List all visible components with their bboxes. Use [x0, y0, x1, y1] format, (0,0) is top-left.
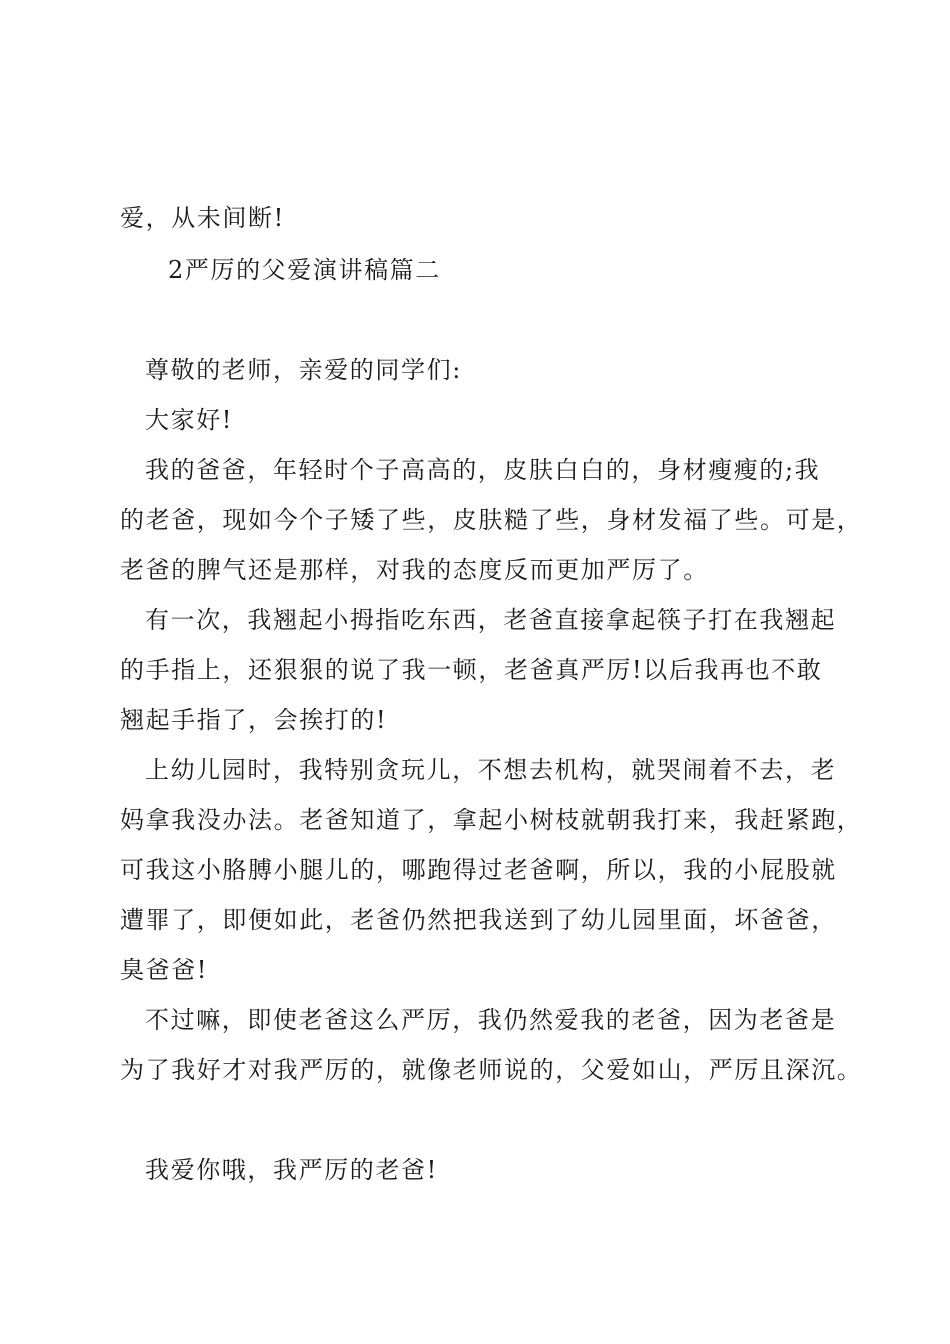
paragraph-3-line-3: 可我这小胳膊小腿儿的，哪跑得过老爸啊，所以，我的小屁股就 — [120, 856, 837, 884]
paragraph-3-line-4: 遭罪了，即便如此，老爸仍然把我送到了幼儿园里面，坏爸爸， — [120, 906, 837, 934]
paragraph-4-line-2: 为了我好才对我严厉的，就像老师说的，父爱如山，严厉且深沉。 — [120, 1056, 863, 1084]
salutation: 尊敬的老师，亲爱的同学们: — [145, 356, 462, 384]
paragraph-2-line-1: 有一次，我翘起小拇指吃东西，老爸直接拿起筷子打在我翘起 — [145, 606, 837, 634]
paragraph-4-line-1: 不过嘛，即使老爸这么严厉，我仍然爱我的老爸，因为老爸是 — [145, 1006, 837, 1034]
paragraph-1-line-1: 我的爸爸，年轻时个子高高的，皮肤白白的，身材瘦瘦的;我 — [145, 456, 821, 484]
text-line-closing-prev: 爱，从未间断! — [120, 204, 285, 232]
greeting: 大家好! — [145, 406, 234, 434]
paragraph-1-line-3: 老爸的脾气还是那样，对我的态度反而更加严厉了。 — [120, 556, 709, 584]
paragraph-2-line-2: 的手指上，还狠狠的说了我一顿，老爸真严厉!以后我再也不敢 — [120, 656, 823, 684]
paragraph-3-line-2: 妈拿我没办法。老爸知道了，拿起小树枝就朝我打来，我赶紧跑， — [120, 806, 863, 834]
paragraph-3-line-5: 臭爸爸! — [120, 956, 209, 984]
paragraph-3-line-1: 上幼儿园时，我特别贪玩儿，不想去机构，就哭闹着不去，老 — [145, 756, 837, 784]
section-title: 2严厉的父爱演讲稿篇二 — [168, 256, 441, 284]
paragraph-1-line-2: 的老爸，现如今个子矮了些，皮肤糙了些，身材发福了些。可是， — [120, 506, 863, 534]
closing-line: 我爱你哦，我严厉的老爸! — [145, 1156, 438, 1184]
paragraph-2-line-3: 翘起手指了，会挨打的! — [120, 706, 388, 734]
